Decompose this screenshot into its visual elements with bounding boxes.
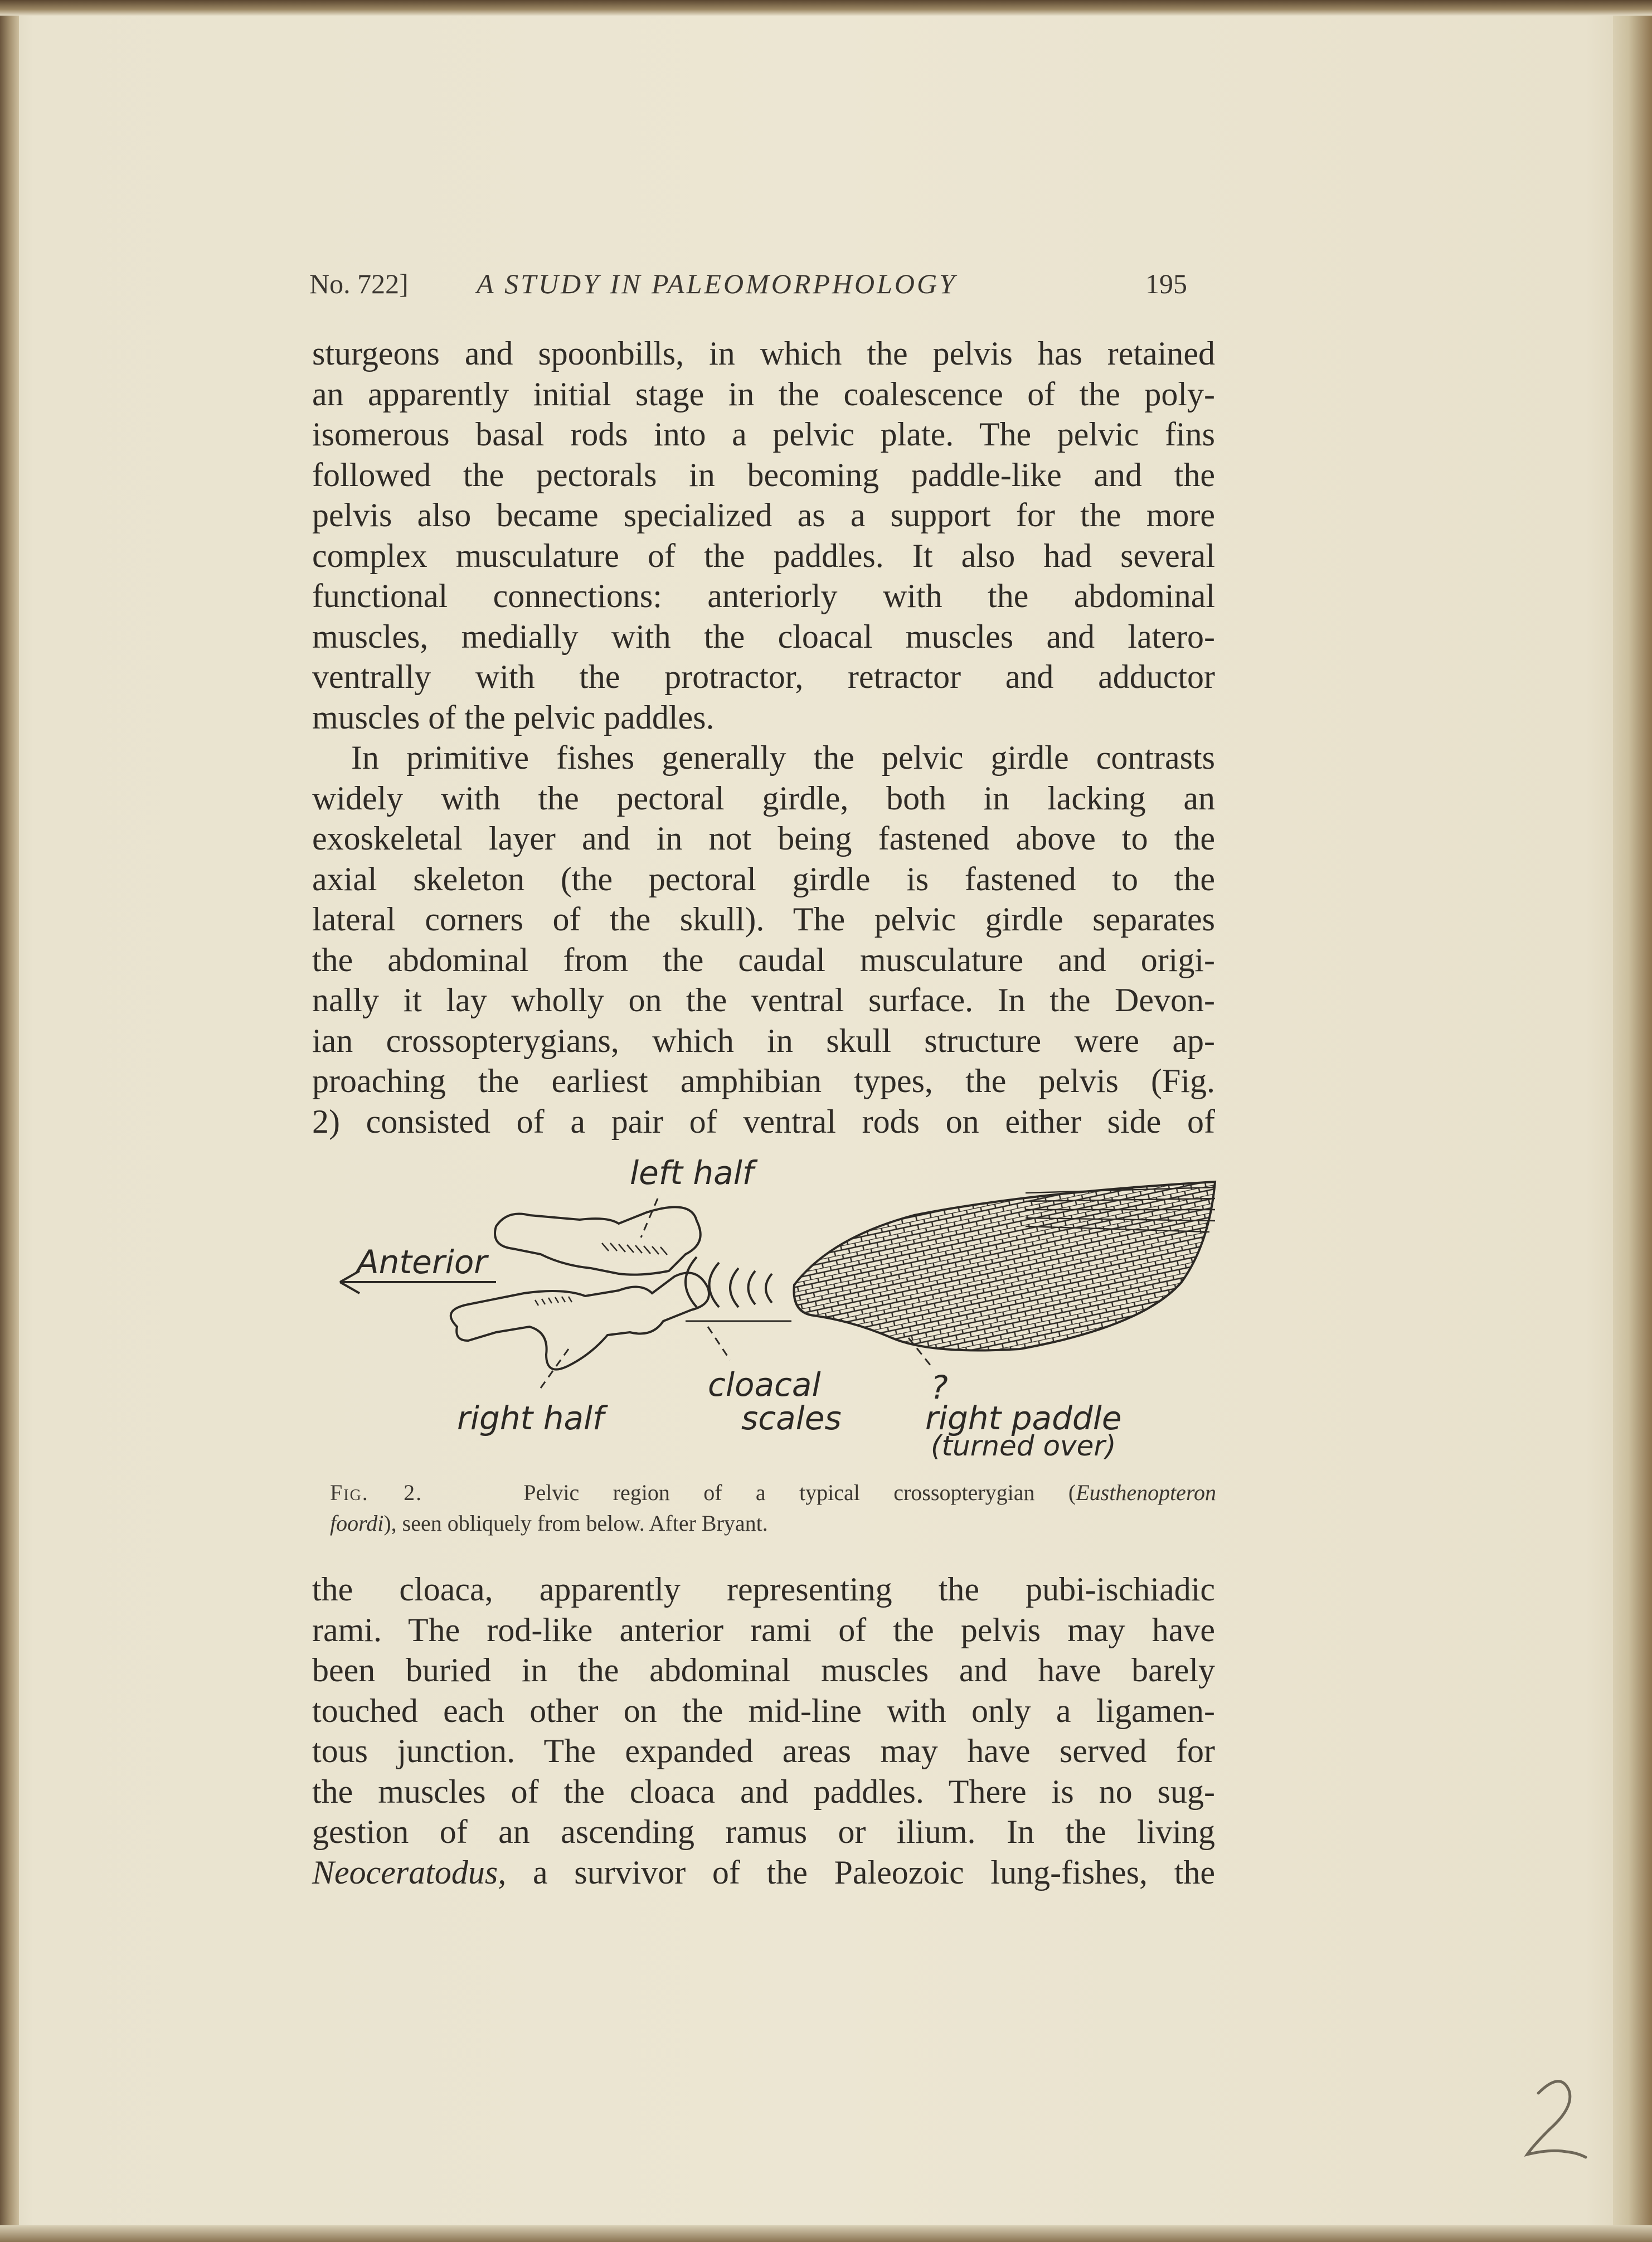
text-line: widely with the pectoral girdle, both in lacking an [312, 779, 1215, 817]
caption-line [330, 1477, 1216, 1508]
page-top-edge [0, 0, 1652, 16]
cloacal-scales [686, 1257, 772, 1307]
text-line: sturgeons and spoonbills, in which the pelvis has retained [312, 335, 1215, 372]
text-line: touched each other on the mid-line with only a ligamen- [312, 1692, 1215, 1729]
page-bottom-edge [0, 2225, 1652, 2242]
text-line: isomerous basal rods into a pelvic plate. The pelvic fins [312, 416, 1215, 453]
issue-number: No. 722] [309, 268, 409, 299]
caption-epithet: foordi [330, 1511, 384, 1536]
text-line: complex musculature of the paddles. It also had several [312, 537, 1215, 574]
binding-spine [0, 0, 19, 2242]
text-line: ian crossopterygians, which in skull structure were ap- [312, 1022, 1215, 1059]
hatching [535, 1297, 572, 1306]
text-line: proaching the earliest amphibian types, the pelvis (Fig. [312, 1062, 1215, 1099]
label-turned-over: (turned over) [931, 1430, 1116, 1462]
text-line: an apparently initial stage in the coalescence of the poly- [312, 375, 1215, 413]
text-line: followed the pectorals in becoming paddle-like and the [312, 456, 1215, 493]
paddle-outline [794, 1182, 1215, 1351]
running-header [309, 268, 1201, 307]
page-right-edge [1613, 0, 1652, 2242]
caption-text: Pelvic region of a typical crossopterygian ( [523, 1480, 1076, 1505]
label-left-half: left half [630, 1154, 754, 1192]
text-line: tous junction. The expanded areas may have served for [312, 1733, 1215, 1769]
text-line: the cloaca, apparently representing the pubi-ischiadic [312, 1571, 1215, 1608]
text-line: functional connections: anteriorly with the abdominal [312, 578, 1215, 614]
text-line: nally it lay wholly on the ventral surface. In the Devon- [312, 982, 1215, 1018]
label-right-half: right half [457, 1399, 604, 1437]
text-line: 2) consisted of a pair of ventral rods on either side of [312, 1103, 1215, 1140]
page-number: 195 [1145, 268, 1187, 299]
text-line: In primitive fishes generally the pelvic girdle contrasts [351, 739, 1215, 776]
caption-figure-number: Fig. 2. [330, 1480, 423, 1505]
figure-pelvic-region [329, 1154, 1232, 1466]
genus-name: Neoceratodus, [312, 1853, 507, 1891]
running-title: A STUDY IN PALEOMORPHOLOGY [477, 268, 957, 299]
text-line: the abdominal from the caudal musculature and origi- [312, 941, 1215, 978]
right-half-bone [451, 1273, 709, 1369]
text-line [312, 1852, 1215, 1893]
text-line: rami. The rod-like anterior rami of the pelvis may have [312, 1611, 1215, 1648]
body-text-bottom [312, 1569, 1215, 1892]
label-anterior: Anterior [357, 1243, 488, 1281]
caption-text: ), seen obliquely from below. After Bryant. [383, 1511, 768, 1536]
text-line: ventrally with the protractor, retractor and adductor [312, 658, 1215, 695]
text-line: been buried in the abdominal muscles and have barely [312, 1652, 1215, 1688]
body-text-top [312, 333, 1215, 1142]
left-half-bone [495, 1207, 701, 1274]
figure-caption [330, 1477, 1216, 1539]
text-line: muscles, medially with the cloacal muscles and latero- [312, 618, 1215, 655]
label-cloacal: cloacal [708, 1366, 821, 1404]
text-line: gestion of an ascending ramus or ilium. In the living [312, 1813, 1215, 1850]
text-line: lateral corners of the skull). The pelvic girdle separates [312, 901, 1215, 938]
pencil-mark-icon [1516, 2074, 1594, 2163]
caption-genus: Eusthenopteron [1076, 1480, 1217, 1505]
text-line: the muscles of the cloaca and paddles. There is no sug- [312, 1773, 1215, 1810]
hatching [602, 1243, 667, 1255]
text-line: pelvis also became specialized as a support for the more [312, 497, 1215, 533]
label-question: ? [931, 1369, 948, 1406]
label-right-paddle: right paddle [925, 1399, 1122, 1437]
label-scales: scales [741, 1399, 842, 1437]
text-line-rest: a survivor of the Paleozoic lung-fishes, the [506, 1853, 1215, 1891]
text-line: muscles of the pelvic paddles. [312, 698, 715, 736]
caption-line [330, 1508, 1216, 1539]
text-line: axial skeleton (the pectoral girdle is fastened to the [312, 860, 1215, 897]
text-line: exoskeletal layer and in not being fastened above to the [312, 820, 1215, 857]
